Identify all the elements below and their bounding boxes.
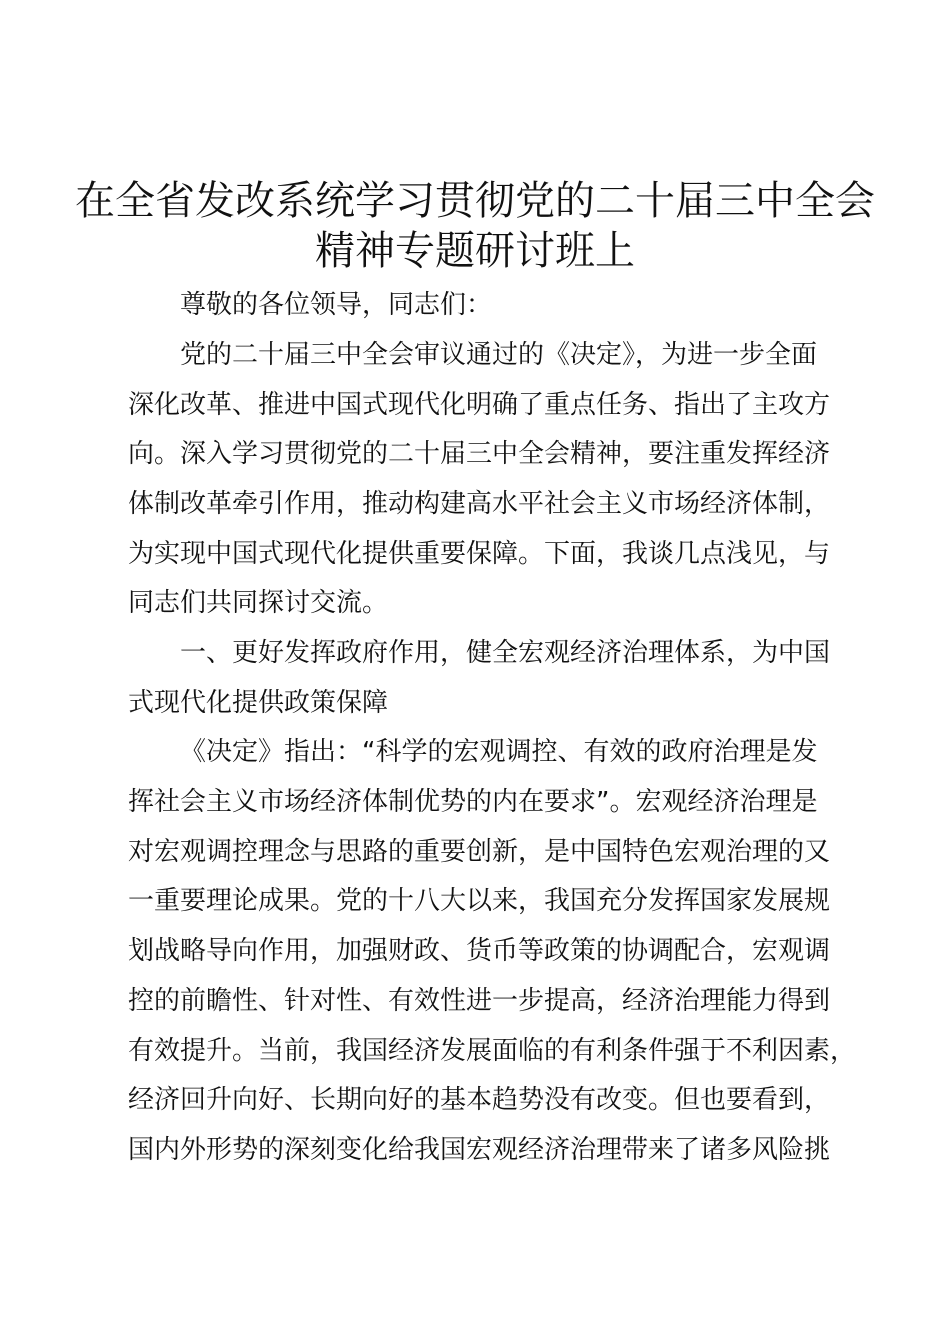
paragraph-line: 对宏观调控理念与思路的重要创新，是中国特色宏观治理的又 <box>128 837 831 867</box>
paragraph-line: 向。深入学习贯彻党的二十届三中全会精神，要注重发挥经济 <box>128 439 831 469</box>
salutation: 尊敬的各位领导，同志们： <box>180 290 493 320</box>
paragraph-line: 为实现中国式现代化提供重要保障。下面，我谈几点浅见，与 <box>128 539 831 569</box>
paragraph-line: 深化改革、推进中国式现代化明确了重点任务、指出了主攻方 <box>128 390 831 420</box>
section-heading-line: 式现代化提供政策保障 <box>128 688 389 718</box>
paragraph-line: 党的二十届三中全会审议通过的《决定》，为进一步全面 <box>180 340 818 370</box>
paragraph-line: 国内外形势的深刻变化给我国宏观经济治理带来了诸多风险挑 <box>128 1135 831 1165</box>
paragraph-line: 经济回升向好、长期向好的基本趋势没有改变。但也要看到， <box>128 1085 831 1115</box>
section-heading-line: 一、更好发挥政府作用，健全宏观经济治理体系，为中国 <box>180 638 831 668</box>
paragraph-line: 挥社会主义市场经济体制优势的内在要求”。宏观经济治理是 <box>128 787 818 817</box>
paragraph-line: 划战略导向作用，加强财政、货币等政策的协调配合，宏观调 <box>128 936 831 966</box>
paragraph-line: 有效提升。当前，我国经济发展面临的有利条件强于不利因素， <box>128 1036 857 1066</box>
paragraph-line: 同志们共同探讨交流。 <box>128 588 389 618</box>
title-line-1: 在全省发改系统学习贯彻党的二十届三中全会 <box>75 178 875 224</box>
paragraph-line: 一重要理论成果。党的十八大以来，我国充分发挥国家发展规 <box>128 886 831 916</box>
paragraph-line: 《决定》指出：“科学的宏观调控、有效的政府治理是发 <box>180 737 818 767</box>
title-line-2: 精神专题研讨班上 <box>315 228 635 274</box>
paragraph-line: 体制改革牵引作用，推动构建高水平社会主义市场经济体制， <box>128 489 831 519</box>
document-title <box>60 176 890 276</box>
paragraph-line: 控的前瞻性、针对性、有效性进一步提高，经济治理能力得到 <box>128 986 831 1016</box>
